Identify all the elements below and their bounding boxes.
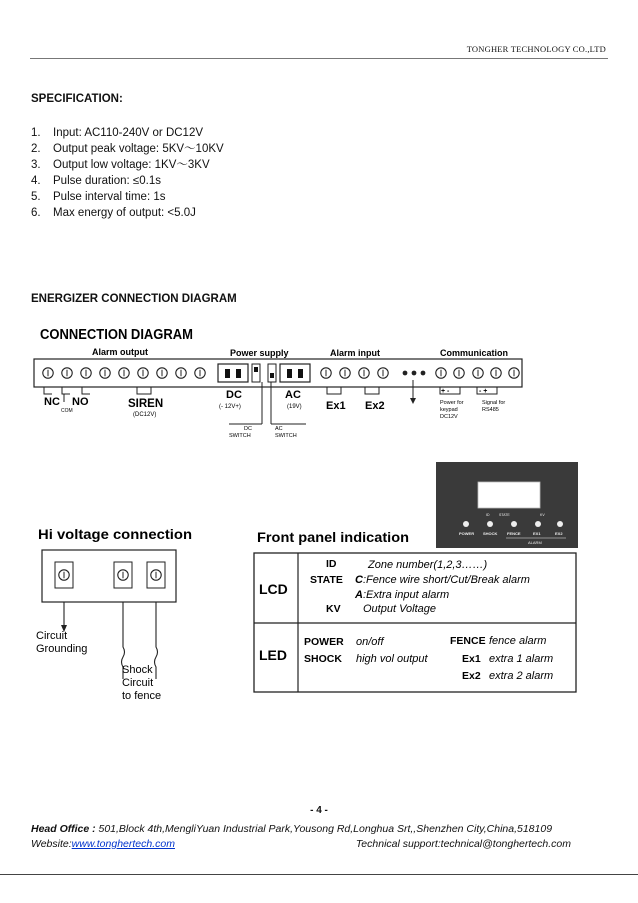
ac-label: AC bbox=[285, 389, 301, 401]
diagram-text: A bbox=[355, 589, 363, 601]
diagram-text: Ex2 bbox=[462, 670, 481, 682]
specification-heading: SPECIFICATION: bbox=[31, 93, 123, 105]
terminal bbox=[157, 368, 167, 378]
dc-sub-label: (- 12V+) bbox=[219, 404, 241, 410]
led-label: LED bbox=[259, 647, 287, 663]
page-number: - 4 - bbox=[310, 805, 328, 816]
dc-switch-label-top: DC bbox=[244, 426, 252, 432]
diagram-text: C bbox=[355, 574, 363, 586]
shock-circuit-label: Shock bbox=[122, 664, 153, 676]
indicator-dot bbox=[403, 371, 408, 376]
circuit-grounding-label: Grounding bbox=[36, 643, 88, 655]
technical-support: Technical support:technical@tonghertech.com bbox=[355, 838, 571, 850]
terminal bbox=[509, 368, 519, 378]
front-panel-title: Front panel indication bbox=[257, 529, 409, 545]
specification-list bbox=[31, 125, 224, 221]
communication-label: Communication bbox=[440, 348, 509, 358]
keypad-power-label-line: keypad bbox=[440, 407, 458, 413]
energizer-connection-diagram bbox=[0, 318, 638, 713]
hv-terminal bbox=[118, 570, 128, 580]
id-description: Zone number(1,2,3……) bbox=[368, 559, 488, 571]
diagram-text: POWER bbox=[304, 636, 344, 648]
indicator-dot bbox=[421, 371, 426, 376]
head-office-line: Head Office : 501,Block 4th,MengliYuan Industrial Park,Yousong Rd,Longhua Srt,,Shenzhen City,China,518109 bbox=[31, 823, 553, 835]
diagram-text: SHOCK bbox=[304, 653, 342, 665]
ex2-label: Ex2 bbox=[365, 400, 385, 412]
terminal bbox=[378, 368, 388, 378]
hv-terminal bbox=[59, 570, 69, 580]
spec-item: 5. Pulse interval time: 1s bbox=[31, 191, 166, 203]
hv-connection-title: Hi voltage connection bbox=[38, 526, 192, 542]
fence-led bbox=[511, 521, 517, 527]
ac-switch-label-top: AC bbox=[275, 426, 283, 432]
company-name: TONGHER TECHNOLOGY CO.,LTD bbox=[466, 44, 606, 54]
dc-connector bbox=[218, 364, 248, 382]
state-c-description: :Fence wire short/Cut/Break alarm bbox=[363, 574, 530, 586]
dc-switch bbox=[252, 364, 260, 382]
ac-switch-label: SWITCH bbox=[275, 433, 297, 439]
diagram-text: ID bbox=[486, 513, 490, 517]
terminal bbox=[491, 368, 501, 378]
footer-rule bbox=[0, 874, 638, 875]
diagram-text: EX2 bbox=[555, 531, 563, 536]
terminal bbox=[454, 368, 464, 378]
alarm-output-label: Alarm output bbox=[92, 347, 148, 357]
keypad-power-label-line: Power for bbox=[440, 400, 464, 406]
diagram-text: FENCE bbox=[507, 531, 521, 536]
terminal bbox=[340, 368, 350, 378]
keypad-power-label-line: DC12V bbox=[440, 414, 458, 420]
diagram-text: Ex1 bbox=[462, 653, 481, 665]
dc-switch-label: SWITCH bbox=[229, 433, 251, 439]
ex2-led bbox=[557, 521, 563, 527]
diagram-text: SHOCK bbox=[483, 531, 498, 536]
alarm-input-label: Alarm input bbox=[330, 348, 381, 358]
ac-connector bbox=[280, 364, 310, 382]
shock-circuit-label: to fence bbox=[122, 690, 162, 702]
hv-terminal bbox=[151, 570, 161, 580]
shock-led bbox=[487, 521, 493, 527]
terminal bbox=[100, 368, 110, 378]
terminal bbox=[119, 368, 129, 378]
diagram-text: ID bbox=[326, 558, 337, 570]
terminal bbox=[138, 368, 148, 378]
terminal bbox=[473, 368, 483, 378]
spec-item: 1. Input: AC110-240V or DC12V bbox=[31, 127, 204, 139]
website-link[interactable]: www.tonghertech.com bbox=[71, 838, 175, 850]
ex1-description: extra 1 alarm bbox=[489, 653, 554, 665]
spec-item: 3. Output low voltage: 1KV～3KV bbox=[31, 159, 210, 171]
kv-description: Output Voltage bbox=[363, 603, 436, 615]
lcd-label: LCD bbox=[259, 581, 288, 597]
diagram-text: ALARM bbox=[528, 540, 542, 545]
indicator-dot bbox=[412, 371, 417, 376]
shock-circuit-label: Circuit bbox=[122, 677, 154, 689]
diagram-text: KV bbox=[540, 513, 545, 517]
diagram-text: POWER bbox=[459, 531, 475, 536]
terminal bbox=[321, 368, 331, 378]
ac-sub-label: (19V) bbox=[287, 404, 302, 410]
spec-item: 2. Output peak voltage: 5KV～10KV bbox=[31, 143, 224, 155]
power-supply-label: Power supply bbox=[230, 348, 289, 358]
ex2-description: extra 2 alarm bbox=[489, 670, 554, 682]
diagram-text: STATE bbox=[499, 513, 510, 517]
power-description: on/off bbox=[356, 636, 384, 648]
nc-label: NC bbox=[44, 396, 60, 408]
no-label: NO bbox=[72, 396, 89, 408]
website-line: Website:www.tonghertech.com Technical support:technical@tonghertech.com bbox=[31, 838, 571, 850]
header-rule bbox=[30, 58, 608, 59]
diagram-text: STATE bbox=[310, 574, 343, 586]
terminal bbox=[43, 368, 53, 378]
terminal bbox=[436, 368, 446, 378]
rs485-label-line: RS485 bbox=[482, 407, 499, 413]
keypad-polarity-label: + - bbox=[441, 388, 450, 395]
shock-description: high vol output bbox=[356, 653, 428, 665]
diagram-text: EX1 bbox=[533, 531, 541, 536]
siren-sub-label: (DC12V) bbox=[133, 412, 157, 418]
diagram-heading: ENERGIZER CONNECTION DIAGRAM bbox=[31, 293, 237, 305]
spec-item: 6. Max energy of output: <5.0J bbox=[31, 207, 196, 219]
terminal bbox=[81, 368, 91, 378]
spec-item: 4. Pulse duration: ≤0.1s bbox=[31, 175, 161, 187]
connection-diagram-title: CONNECTION DIAGRAM bbox=[40, 327, 193, 343]
power-led bbox=[463, 521, 469, 527]
state-a-description: :Extra input alarm bbox=[363, 589, 450, 601]
rs485-polarity-label: - + bbox=[479, 388, 488, 395]
com-label: COM bbox=[61, 408, 73, 414]
diagram-text: FENCE bbox=[450, 635, 486, 647]
rs485-label-line: Signal for bbox=[482, 400, 506, 406]
terminal bbox=[176, 368, 186, 378]
diagram-text: KV bbox=[326, 603, 341, 615]
fence-description: fence alarm bbox=[489, 635, 547, 647]
dc-label: DC bbox=[226, 389, 242, 401]
terminal bbox=[359, 368, 369, 378]
circuit-grounding-label: Circuit bbox=[36, 630, 68, 642]
siren-label: SIREN bbox=[128, 398, 164, 410]
terminal bbox=[195, 368, 205, 378]
terminal bbox=[62, 368, 72, 378]
lcd-screen bbox=[478, 482, 540, 508]
ex1-label: Ex1 bbox=[326, 400, 346, 412]
ex1-led bbox=[535, 521, 541, 527]
